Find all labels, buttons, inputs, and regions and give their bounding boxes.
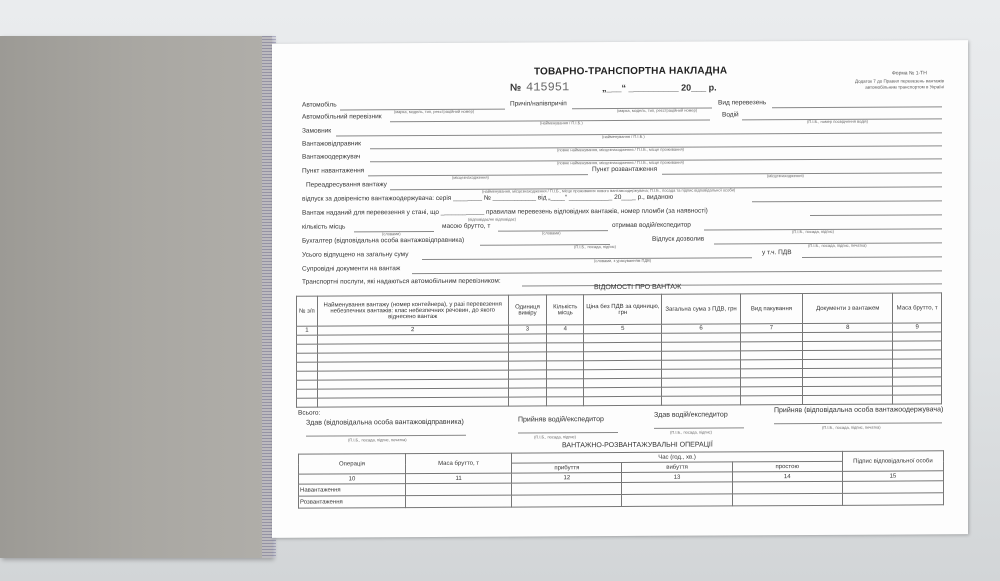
serial-number: 415951 [526, 80, 570, 95]
field-power-of-attorney: відпуск за довіреністю вантажоодержувача: серія ________ № ____________ від „____“ ____________ 20____ р., виданою [302, 193, 674, 203]
signature-driver-accept-label: Прийняв водій/експедитор [518, 416, 604, 424]
field-cargo-state-hint: (відповідає/не відповідає) [468, 216, 517, 222]
form-number: Форма № 1-ТН [892, 70, 927, 77]
cargo-header-no: № з/п [297, 296, 318, 326]
cargo-col-number: 9 [893, 323, 942, 332]
field-customer-hint: (найменування / П.І.Б.) [602, 133, 645, 140]
field-redirect-hint: (найменування, місцезнаходження / П.І.Б., місце проживання нового вантажоодержувача; П.І.Б., посада та підпис відповідальної особи) [482, 187, 736, 194]
table-row[interactable] [299, 493, 944, 508]
cargo-header-price: Ціна без ПДВ за одиницю, грн [584, 294, 662, 324]
cargo-col-number: 7 [740, 324, 803, 333]
appendix-note: Додаток 7 до Правил перевезень вантажів автомобільним транспортом в Україні [855, 78, 944, 90]
field-vehicle-hint: (марка, модель, тип, реєстраційний номер) [394, 108, 475, 115]
ops-header-time: Час (год., хв.) [512, 451, 843, 463]
cargo-header-mass: Маса брутто, т [893, 293, 942, 323]
field-driver-hint: (П.І.Б., номер посвідчення водія) [807, 118, 868, 125]
cargo-header-docs: Документи з вантажем [803, 293, 893, 323]
field-received-driver-label: отримав водій/експедитор [612, 221, 691, 230]
cargo-header-sum: Загальна сума з ПДВ, грн [662, 294, 740, 324]
field-total-sum-line[interactable] [422, 257, 752, 260]
field-shipper-label: Вантажовідправник [302, 140, 361, 148]
field-trailer-label: Причіп/напівпричіп [510, 100, 567, 108]
cargo-col-number: 1 [297, 326, 318, 335]
field-accompanying-docs-line[interactable] [412, 270, 942, 274]
field-unloading-point-label: Пункт розвантаження [592, 165, 658, 174]
cargo-col-number: 6 [662, 324, 740, 333]
cargo-col-number: 8 [803, 323, 893, 332]
ops-header-arrival: прибуття [512, 462, 622, 473]
ops-col-number: 11 [405, 473, 511, 484]
signature-consignee-label: Прийняв (відповідальна особа вантажоодержувача) [774, 406, 944, 415]
field-cargo-state: Вантаж наданий для перевезення у стані, що ____________ правилам перевезень відповідних вантажів, номер пломби (за наявності) [302, 207, 708, 217]
cargo-header-places: Кількість місць [547, 295, 584, 325]
signature-driver-handover-label: Здав водій/експедитор [654, 411, 728, 419]
field-trailer-hint: (марка, модель, тип, реєстраційний номер) [617, 107, 698, 114]
field-vehicle-label: Автомобіль [302, 101, 337, 109]
ops-row-unloading: Розвантаження [299, 496, 406, 509]
field-consignee-hint: (повне найменування, місцезнаходження / П.І.Б., місце проживання) [557, 159, 684, 166]
book-cover [0, 36, 272, 558]
operations-table [298, 450, 944, 508]
field-unloading-point-hint: (місцезнаходження) [767, 173, 804, 179]
field-transport-services-line[interactable] [522, 283, 942, 286]
ops-row-loading: Навантаження [299, 484, 406, 497]
field-places-hint: (словами) [382, 231, 401, 237]
date-field: „___“ __________ 20___ р. [602, 82, 717, 94]
cargo-header-name: Найменування вантажу (номер контейнера), у разі перевезення небезпечних вантажів: клас небезпечних речовин, до якого віднесено вантаж [317, 295, 508, 326]
field-accountant-hint: (П.І.Б., посада, підпис) [574, 244, 617, 250]
ops-col-number: 14 [732, 471, 842, 482]
signature-driver-handover-hint: (П.І.Б., посада, підпис) [670, 429, 713, 435]
ops-col-number: 13 [622, 472, 732, 483]
form-title: ТОВАРНО-ТРАНСПОРТНА НАКЛАДНА [534, 65, 728, 78]
field-vat-line[interactable] [802, 256, 942, 258]
cargo-col-number: 4 [547, 325, 584, 334]
field-loading-point-hint: (місцезнаходження) [452, 174, 489, 180]
cargo-section-title: ВІДОМОСТІ ПРО ВАНТАЖ [594, 283, 682, 292]
field-carrier-label: Автомобільний перевізник [302, 113, 382, 121]
ops-header-mass: Маса брутто, т [405, 453, 511, 474]
field-total-sum-label: Усього відпущено на загальну суму [302, 251, 409, 259]
cargo-table [296, 292, 942, 407]
operations-section-title: ВАНТАЖНО-РОЗВАНТАЖУВАЛЬНІ ОПЕРАЦІЇ [562, 441, 713, 450]
cargo-total-label: Всього: [298, 409, 321, 417]
field-shipper-hint: (повне найменування, місцезнаходження / П.І.Б., місце проживання) [557, 146, 684, 153]
cargo-col-number: 2 [317, 325, 508, 335]
field-loading-point-label: Пункт навантаження [302, 167, 365, 175]
field-power-of-attorney-line[interactable] [752, 200, 942, 202]
cargo-header-packing: Вид пакування [740, 294, 803, 324]
ops-header-signature: Підпис відповідальної особи [842, 451, 943, 472]
field-places-label: кількість місць [302, 223, 346, 231]
field-driver-label: Водій [722, 111, 739, 119]
field-release-allowed-label: Відпуск дозволив [652, 235, 705, 243]
field-carrier-hint: (найменування / П.І.Б.) [540, 120, 583, 126]
field-accompanying-docs-label: Супровідні документи на вантаж [302, 265, 401, 273]
field-consignee-label: Вантажоодержувач [302, 153, 361, 161]
ops-col-number: 12 [512, 472, 622, 483]
ops-header-departure: вибуття [622, 462, 732, 473]
field-transport-services-label: Транспортні послуги, які надаються автомобільним перевізником: [302, 277, 501, 286]
ops-header-idle: простою [732, 461, 842, 472]
field-seal-line[interactable] [810, 214, 942, 216]
waybill-page [272, 40, 968, 538]
field-transport-type-label: Вид перевезень [718, 99, 767, 107]
field-customer-label: Замовник [302, 127, 332, 135]
signature-shipper-hint: (П.І.Б., посада, підпис, печатка) [348, 437, 407, 443]
signature-driver-accept-hint: (П.І.Б., посада, підпис) [534, 434, 577, 440]
signature-consignee-hint: (П.І.Б., посада, підпис, печатка) [822, 424, 881, 430]
field-release-allowed-hint: (П.І.Б., посада, підпис, печатка) [808, 242, 867, 249]
number-label: № [510, 82, 522, 94]
ops-header-operation: Операція [299, 454, 406, 475]
field-redirect-label: Переадресування вантажу [306, 181, 387, 189]
field-gross-mass-hint: (словами) [542, 230, 561, 236]
cargo-header-unit: Одиниця виміру [508, 295, 547, 325]
field-accountant-label: Бухгалтер (відповідальна особа вантажовідправника) [302, 236, 465, 245]
ops-col-number: 15 [842, 471, 943, 482]
field-transport-type-line[interactable] [772, 106, 942, 108]
cargo-col-number: 5 [584, 324, 662, 333]
signature-shipper-label: Здав (відповідальна особа вантажовідправника) [306, 418, 464, 427]
field-received-driver-hint: (П.І.Б., посада, підпис) [792, 228, 835, 235]
ops-col-number: 10 [299, 474, 406, 485]
field-gross-mass-label: масою брутто, т [442, 222, 491, 230]
field-vat-label: у т.ч. ПДВ [762, 249, 792, 257]
field-total-sum-hint: (словами, з урахуванням ПДВ) [594, 257, 652, 264]
cargo-col-number: 3 [508, 325, 547, 334]
